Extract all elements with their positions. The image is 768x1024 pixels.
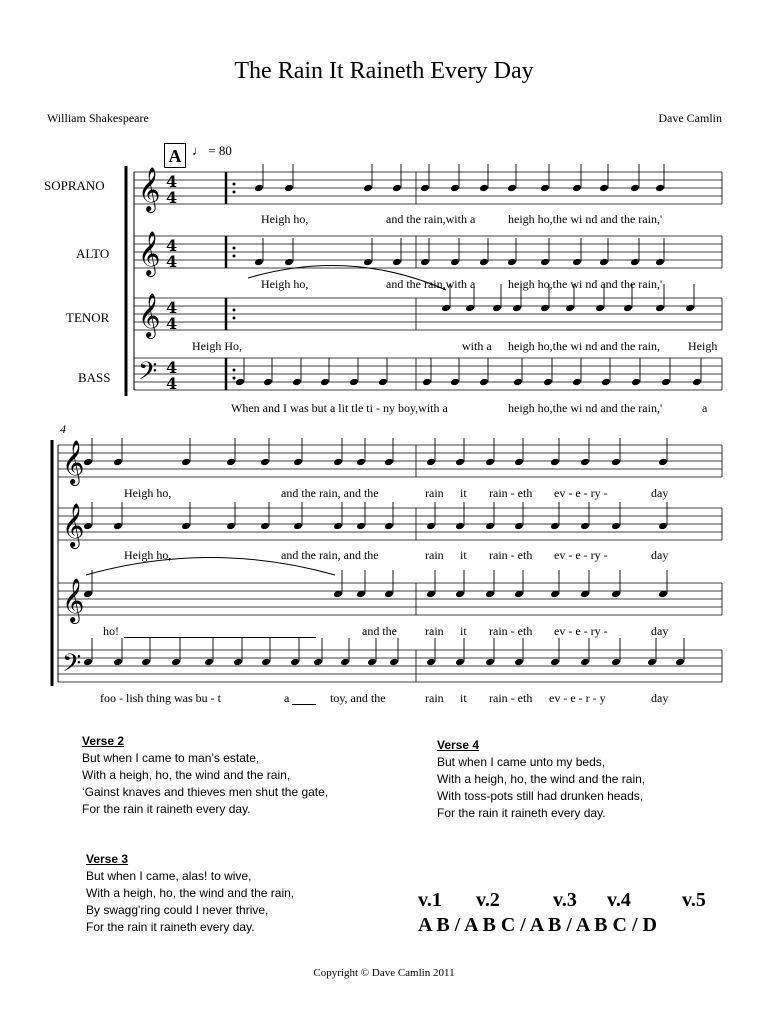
note-head — [83, 458, 93, 467]
verse-heading: Verse 3 — [86, 852, 129, 866]
repeat-dot — [233, 183, 236, 186]
note-head — [540, 184, 550, 193]
verse-line: With a heigh, ho, the wind and the rain, — [82, 768, 291, 782]
note-head — [363, 258, 373, 267]
note-head — [630, 258, 640, 267]
note-head — [655, 304, 665, 313]
note-head — [550, 658, 560, 667]
lyric-s2-alto-4: it — [460, 548, 467, 562]
lyric-s2-soprano-1: Heigh ho, — [124, 486, 172, 500]
note-head — [692, 378, 702, 387]
verse-line: But when I came unto my beds, — [437, 755, 606, 769]
verse-heading: Verse 4 — [437, 738, 480, 752]
note-head — [685, 304, 695, 313]
note-head — [513, 378, 523, 387]
treble-clef-icon: 𝄞 — [62, 440, 85, 484]
note-head — [485, 522, 495, 531]
note-head — [254, 258, 264, 267]
copyright-notice: Copyright © Dave Camlin 2011 — [313, 967, 455, 979]
bass-clef-icon: 𝄢 — [62, 649, 82, 684]
note-head — [226, 522, 236, 531]
note-head — [630, 184, 640, 193]
lyric-s2-alto-7: day — [651, 548, 669, 562]
note-head — [313, 658, 323, 667]
poet-credit: William Shakespeare — [47, 111, 149, 125]
note-head — [384, 458, 394, 467]
note-head — [595, 304, 605, 313]
note-head — [507, 184, 517, 193]
note-head — [492, 304, 502, 313]
note-head — [356, 522, 366, 531]
lyric-s2-soprano-7: day — [651, 486, 669, 500]
time-signature: 4 — [166, 236, 178, 255]
note-head — [512, 304, 522, 313]
melisma-line — [124, 637, 316, 638]
note-head — [540, 258, 550, 267]
note-head — [420, 184, 430, 193]
lyric-s2-bass-8: day — [651, 691, 669, 705]
measure-number: 4 — [60, 422, 66, 436]
lyric-s1-tenor-1: Heigh Ho, — [192, 339, 242, 353]
note-head — [426, 658, 436, 667]
note-head — [572, 184, 582, 193]
note-head — [550, 522, 560, 531]
lyric-s1-soprano-2: and the rain,with a — [386, 212, 476, 226]
note-head — [426, 522, 436, 531]
verse-line: ‘Gainst knaves and thieves men shut the gate, — [82, 785, 329, 799]
lyric-s2-alto-5: rain - eth — [489, 548, 533, 562]
note-head — [113, 458, 123, 467]
note-head — [485, 658, 495, 667]
verse-label-4: v.4 — [607, 889, 631, 911]
note-head — [631, 378, 641, 387]
voice-label-soprano: SOPRANO — [44, 178, 105, 193]
note-head — [260, 458, 270, 467]
quarter-note-icon: ♩ — [192, 143, 205, 158]
lyric-s2-soprano-5: rain - eth — [489, 486, 533, 500]
lyric-s1-alto-3: heigh ho,the wi nd and the rain,' — [508, 277, 663, 291]
note-head — [540, 304, 550, 313]
note-head — [658, 522, 668, 531]
time-signature: 4 — [166, 314, 178, 333]
note-head — [171, 658, 181, 667]
note-head — [226, 458, 236, 467]
lyric-s2-tenor-5: rain - eth — [489, 624, 533, 638]
time-signature: 4 — [166, 252, 178, 271]
lyric-s2-tenor-2: and the — [362, 624, 397, 638]
lyric-s2-soprano-3: rain — [425, 486, 444, 500]
melisma-line — [292, 704, 316, 705]
verse-label-3: v.3 — [553, 889, 577, 911]
time-signature: 4 — [166, 188, 178, 207]
note-head — [599, 258, 609, 267]
note-head — [675, 658, 685, 667]
note-head — [580, 658, 590, 667]
note-head — [572, 378, 582, 387]
repeat-dot — [233, 317, 236, 320]
note-head — [422, 378, 432, 387]
lyric-s2-tenor-4: it — [460, 624, 467, 638]
verse-3 — [86, 851, 294, 936]
verse-4 — [437, 737, 645, 822]
note-head — [507, 258, 517, 267]
rehearsal-mark: A — [164, 143, 186, 168]
note-head — [392, 258, 402, 267]
time-signature: 4 — [166, 172, 178, 191]
repeat-dot — [233, 247, 236, 250]
verse-line: With a heigh, ho, the wind and the rain, — [86, 886, 295, 900]
treble-clef-icon: 𝄞 — [138, 231, 161, 275]
lyric-s2-soprano-6: ev - e - ry - — [554, 486, 608, 500]
note-head — [290, 658, 300, 667]
note-head — [479, 378, 489, 387]
note-head — [367, 658, 377, 667]
note-head — [204, 658, 214, 667]
note-head — [263, 378, 273, 387]
lyric-s1-alto-2: and the rain,with a — [386, 277, 476, 291]
note-head — [485, 458, 495, 467]
note-head — [580, 522, 590, 531]
verse-line: With toss-pots still had drunken heads, — [437, 789, 644, 803]
note-head — [450, 258, 460, 267]
treble-clef-icon: 𝄞 — [138, 293, 161, 337]
lyric-s2-alto-1: Heigh ho, — [124, 548, 172, 562]
verse-heading: Verse 2 — [82, 734, 125, 748]
note-head — [333, 458, 343, 467]
repeat-dot — [233, 255, 236, 258]
composer-credit: Dave Camlin — [658, 111, 722, 125]
lyric-s2-bass-1: foo - lish thing was bu - t — [100, 691, 221, 705]
lyric-s1-tenor-3: heigh ho,the wi nd and the rain, — [508, 339, 660, 353]
piece-title: The Rain It Raineth Every Day — [234, 58, 534, 84]
note-head — [320, 378, 330, 387]
voice-label-bass: BASS — [78, 370, 111, 385]
lyric-s2-bass-4: rain — [425, 691, 444, 705]
note-head — [340, 658, 350, 667]
lyric-s1-bass-3: a — [702, 401, 708, 415]
note-head — [141, 658, 151, 667]
note-head — [514, 458, 524, 467]
lyric-s1-tenor-4: Heigh — [688, 339, 718, 353]
note-head — [623, 304, 633, 313]
verse-line: For the rain it raineth every day. — [437, 806, 606, 820]
verse-line: By swagg'ring could I never thrive, — [86, 903, 269, 917]
note-head — [455, 522, 465, 531]
note-head — [349, 378, 359, 387]
note-head — [647, 658, 657, 667]
note-head — [384, 522, 394, 531]
note-head — [392, 184, 402, 193]
note-head — [441, 304, 451, 313]
note-head — [420, 258, 430, 267]
note-head — [260, 522, 270, 531]
note-head — [655, 258, 665, 267]
verse-line: But when I came to man’s estate, — [82, 751, 260, 765]
lyric-s2-bass-7: ev - e - r - y — [549, 691, 606, 705]
lyric-s2-soprano-2: and the rain, and the — [281, 486, 379, 500]
verse-2 — [82, 733, 328, 818]
note-head — [611, 522, 621, 531]
note-head — [378, 378, 388, 387]
verse-line: For the rain it raineth every day. — [86, 920, 255, 934]
lyric-s2-bass-2: a — [284, 691, 290, 705]
note-head — [455, 458, 465, 467]
note-head — [83, 658, 93, 667]
note-head — [450, 184, 460, 193]
lyric-s2-bass-5: it — [460, 691, 467, 705]
note-head — [465, 304, 475, 313]
time-signature: 4 — [166, 358, 178, 377]
treble-clef-icon: 𝄞 — [62, 578, 85, 622]
note-head — [611, 658, 621, 667]
lyric-s2-alto-2: and the rain, and the — [281, 548, 379, 562]
verse-line: But when I came, alas! to wive, — [86, 869, 252, 883]
treble-clef-icon: 𝄞 — [62, 503, 85, 547]
note-head — [479, 258, 489, 267]
note-head — [565, 304, 575, 313]
note-head — [599, 184, 609, 193]
note-head — [293, 458, 303, 467]
verse-label-1: v.1 — [418, 889, 442, 911]
lyric-s2-tenor-1: ho! — [103, 624, 119, 638]
treble-clef-icon: 𝄞 — [138, 167, 161, 211]
note-head — [543, 378, 553, 387]
note-head — [113, 522, 123, 531]
voice-label-tenor: TENOR — [66, 310, 110, 325]
lyric-s2-tenor-3: rain — [425, 624, 444, 638]
note-head — [181, 522, 191, 531]
lyric-s2-alto-6: ev - e - ry - — [554, 548, 608, 562]
lyric-s2-bass-3: toy, and the — [330, 691, 386, 705]
note-head — [333, 522, 343, 531]
lyric-s2-alto-3: rain — [425, 548, 444, 562]
note-head — [235, 378, 245, 387]
note-head — [261, 658, 271, 667]
bass-clef-icon: 𝄢 — [138, 357, 158, 392]
note-head — [611, 458, 621, 467]
lyric-s1-alto-1: Heigh ho, — [261, 277, 309, 291]
verse-line: With a heigh, ho, the wind and the rain, — [437, 772, 646, 786]
lyric-s1-soprano-3: heigh ho,the wi nd and the rain,' — [508, 212, 663, 226]
structure-sequence: A B / A B C / A B / A B C / D — [418, 914, 657, 936]
lyric-s1-soprano-1: Heigh ho, — [261, 212, 309, 226]
lyric-s2-soprano-4: it — [460, 486, 467, 500]
tempo-marking: ♩ = 80 — [192, 143, 232, 158]
note-head — [233, 658, 243, 667]
lyric-s2-bass-6: rain - eth — [489, 691, 533, 705]
note-head — [580, 458, 590, 467]
repeat-dot — [233, 377, 236, 380]
voice-label-alto: ALTO — [76, 246, 110, 261]
note-head — [284, 184, 294, 193]
note-head — [514, 522, 524, 531]
lyric-s1-bass-1: When and I was but a lit tle ti - ny boy,with a — [231, 401, 448, 415]
note-head — [479, 184, 489, 193]
note-head — [601, 378, 611, 387]
note-head — [284, 258, 294, 267]
verse-label-5: v.5 — [682, 889, 706, 911]
note-head — [426, 458, 436, 467]
note-head — [293, 522, 303, 531]
note-head — [661, 378, 671, 387]
repeat-dot — [233, 369, 236, 372]
lyric-s2-tenor-7: day — [651, 624, 669, 638]
lyric-s1-tenor-2: with a — [462, 339, 492, 353]
repeat-dot — [233, 309, 236, 312]
note-head — [658, 458, 668, 467]
note-head — [113, 658, 123, 667]
note-head — [455, 658, 465, 667]
time-signature: 4 — [166, 374, 178, 393]
note-head — [254, 184, 264, 193]
lyric-s2-tenor-6: ev - e - ry - — [554, 624, 608, 638]
repeat-dot — [233, 191, 236, 194]
note-head — [514, 658, 524, 667]
time-signature: 4 — [166, 298, 178, 317]
lyric-s1-bass-2: heigh ho,the wi nd and the rain,' — [508, 401, 663, 415]
note-head — [83, 522, 93, 531]
note-head — [450, 378, 460, 387]
verse-label-2: v.2 — [476, 889, 500, 911]
verse-line: For the rain it raineth every day. — [82, 802, 251, 816]
note-head — [363, 184, 373, 193]
note-head — [292, 378, 302, 387]
note-head — [572, 258, 582, 267]
note-head — [550, 458, 560, 467]
note-head — [389, 658, 399, 667]
note-head — [181, 458, 191, 467]
note-head — [655, 184, 665, 193]
note-head — [356, 458, 366, 467]
